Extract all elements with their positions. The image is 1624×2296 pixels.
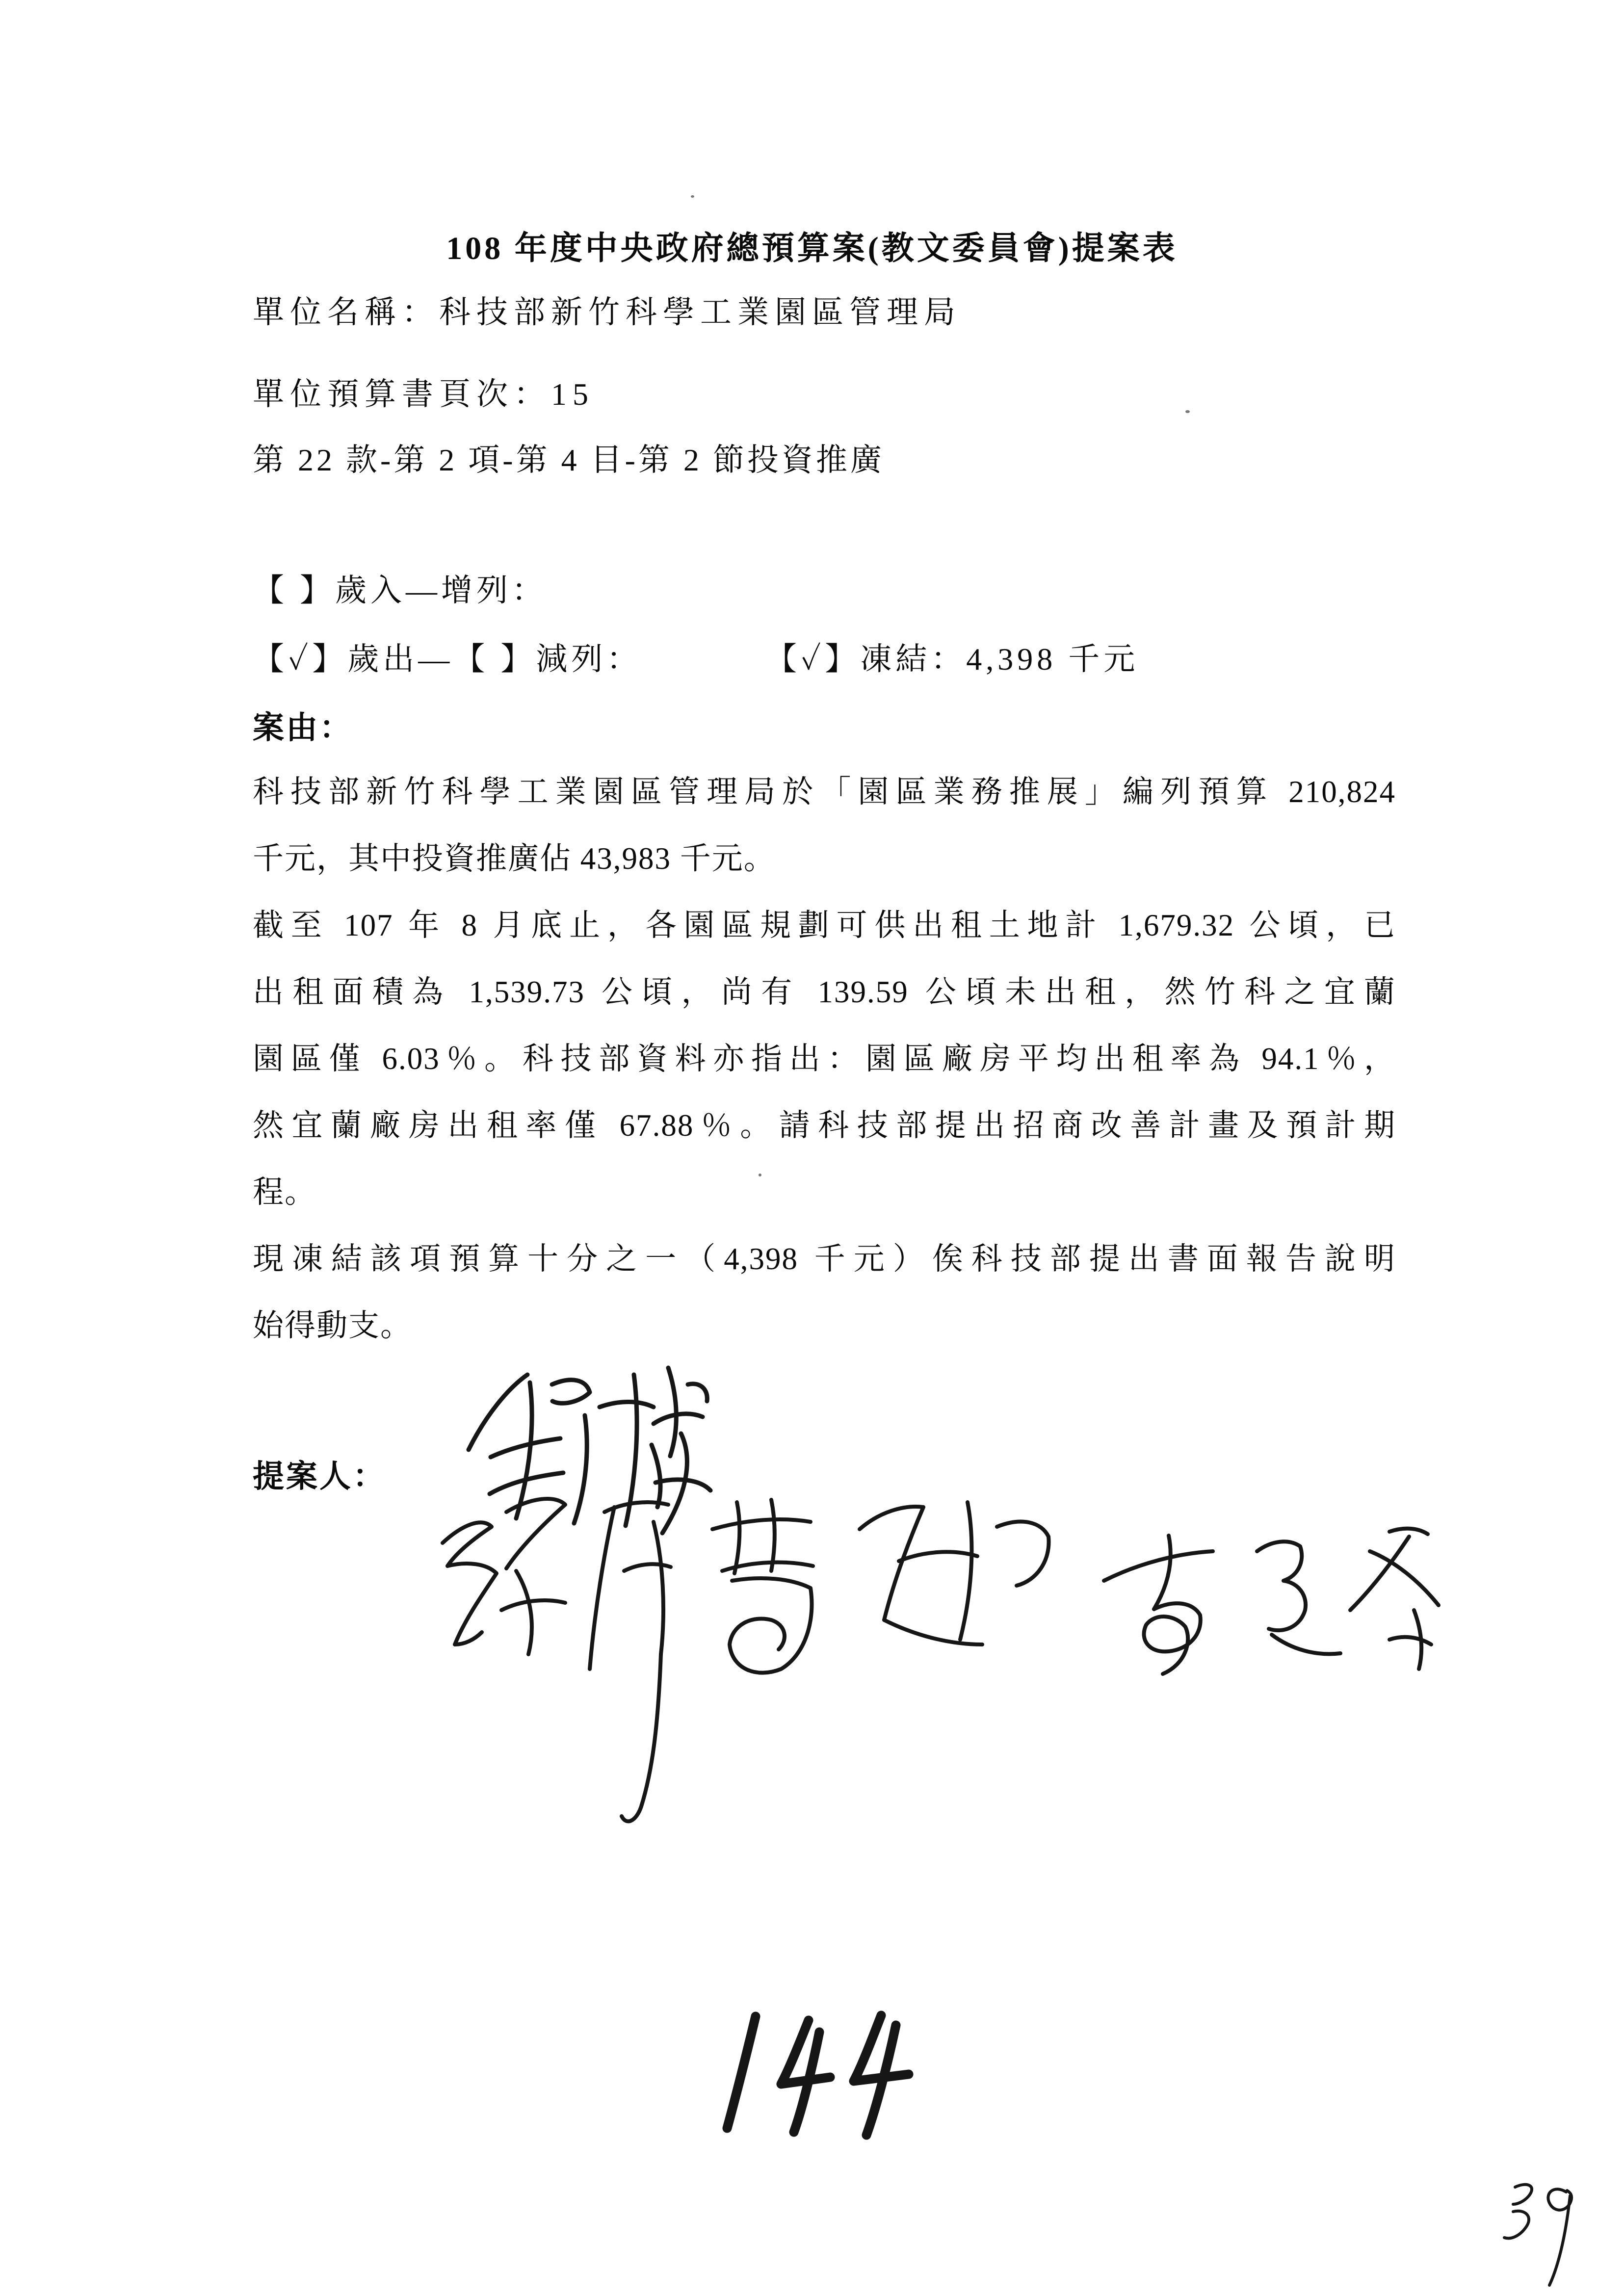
expenditure-reduce-part: 【✓】歲出—【 】減列： <box>253 642 642 677</box>
signature-2-handwriting <box>417 1482 1060 1840</box>
freeze-amount-part: 【✓】凍結：4,398 千元 <box>765 642 1139 677</box>
revenue-checkbox-line: 【 】歲入—增列： <box>253 573 547 608</box>
case-text-line: 園區僅 6.03％。科技部資料亦指出：園區廠房平均出租率為 94.1％， <box>253 1042 1396 1076</box>
case-label: 案由： <box>253 710 353 745</box>
expenditure-checkbox-line <box>253 634 1139 679</box>
case-text-line: 程。 <box>253 1175 316 1209</box>
unit-budget-page-line: 單位預算書頁次：15 <box>253 377 594 412</box>
scan-speck <box>691 195 694 198</box>
unit-name-line: 單位名稱：科技部新竹科學工業園區管理局 <box>253 295 961 330</box>
proposer-label: 提案人： <box>253 1459 386 1494</box>
case-text-line: 然宜蘭廠房出租率僅 67.88％。請科技部提出招商改善計畫及預計期 <box>253 1108 1396 1143</box>
handwritten-corner-note <box>1492 2173 1604 2291</box>
case-text-line: 科技部新竹科學工業園區管理局於「園區業務推展」編列預算 210,824 <box>253 775 1396 809</box>
case-text-line: 千元，其中投資推廣佔 43,983 千元。 <box>253 841 776 876</box>
scan-speck <box>1185 410 1190 413</box>
signature-3-handwriting <box>1094 1521 1462 1693</box>
page-title: 108 年度中央政府總預算案(教文委員會)提案表 <box>446 231 1178 266</box>
case-text-line: 截至 107 年 8 月底止，各園區規劃可供出租土地計 1,679.32 公頃，已 <box>253 908 1396 942</box>
case-text-line: 現凍結該項預算十分之一（4,398 千元）俟科技部提出書面報告說明 <box>253 1242 1396 1276</box>
handwritten-page-number <box>702 2002 957 2144</box>
case-text-line: 出租面積為 1,539.73 公頃，尚有 139.59 公頃未出租，然竹科之宜蘭 <box>253 975 1396 1009</box>
case-text-line: 始得動支。 <box>253 1308 412 1343</box>
budget-item-line: 第 22 款-第 2 項-第 4 目-第 2 節投資推廣 <box>253 443 885 477</box>
